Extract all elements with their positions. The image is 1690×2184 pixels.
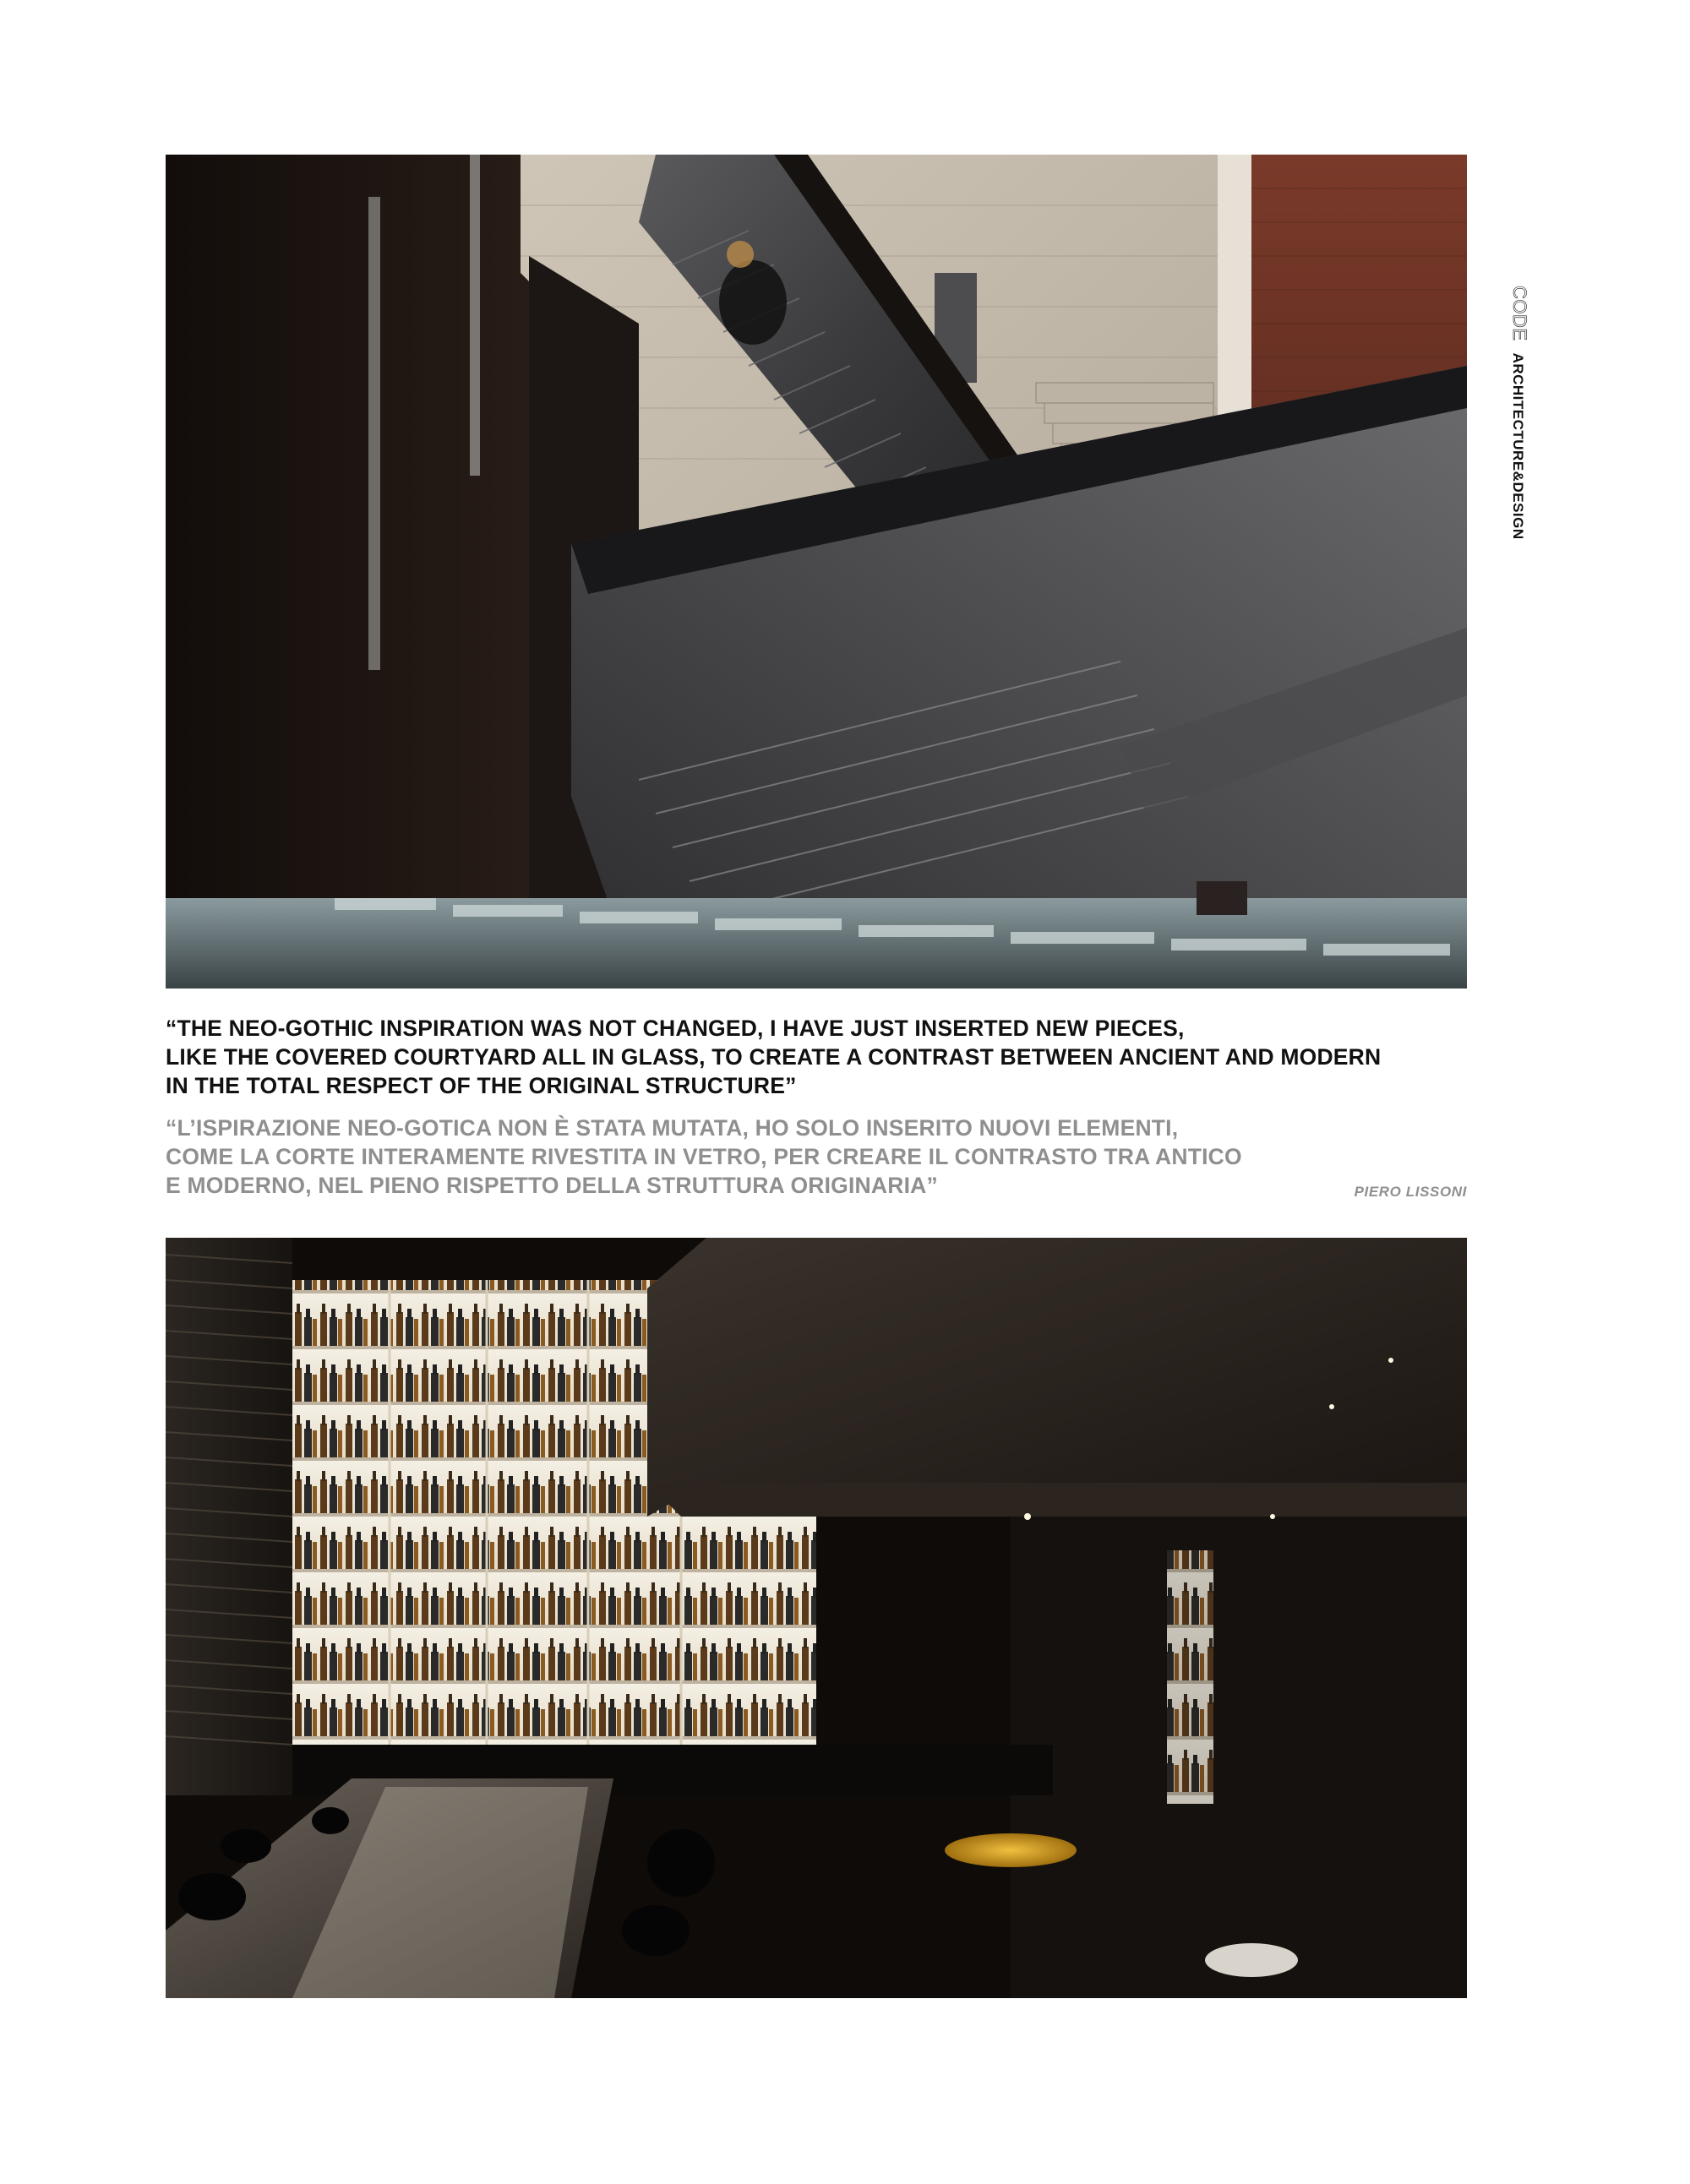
quote-english	[166, 1014, 1484, 1100]
quote-italian-line: COME LA CORTE INTERAMENTE RIVESTITA IN VETRO, PER CREARE IL CONTRASTO TRA ANTICO	[166, 1144, 1242, 1169]
side-label	[1504, 286, 1533, 540]
bar-photo	[166, 1238, 1467, 1998]
brand-logo: CODE	[1509, 286, 1530, 341]
quote-italian-line: E MODERNO, NEL PIENO RISPETTO DELLA STRUTTURA ORIGINARIA”	[166, 1173, 938, 1198]
quote-english-line: LIKE THE COVERED COURTYARD ALL IN GLASS, TO CREATE A CONTRAST BETWEEN ANCIENT AND MODERN	[166, 1044, 1382, 1070]
section-label: ARCHITECTURE&DESIGN	[1510, 352, 1526, 540]
quote-english-line: IN THE TOTAL RESPECT OF THE ORIGINAL STRUCTURE”	[166, 1073, 797, 1098]
quote-italian-line: “L’ISPIRAZIONE NEO-GOTICA NON È STATA MUTATA, HO SOLO INSERITO NUOVI ELEMENTI,	[166, 1115, 1179, 1141]
quote-italian	[166, 1114, 1349, 1200]
quote-author: PIERO LISSONI	[1354, 1184, 1467, 1200]
quote-english-line: “THE NEO-GOTHIC INSPIRATION WAS NOT CHANGED, I HAVE JUST INSERTED NEW PIECES,	[166, 1016, 1185, 1041]
staircase-photo	[166, 155, 1467, 989]
